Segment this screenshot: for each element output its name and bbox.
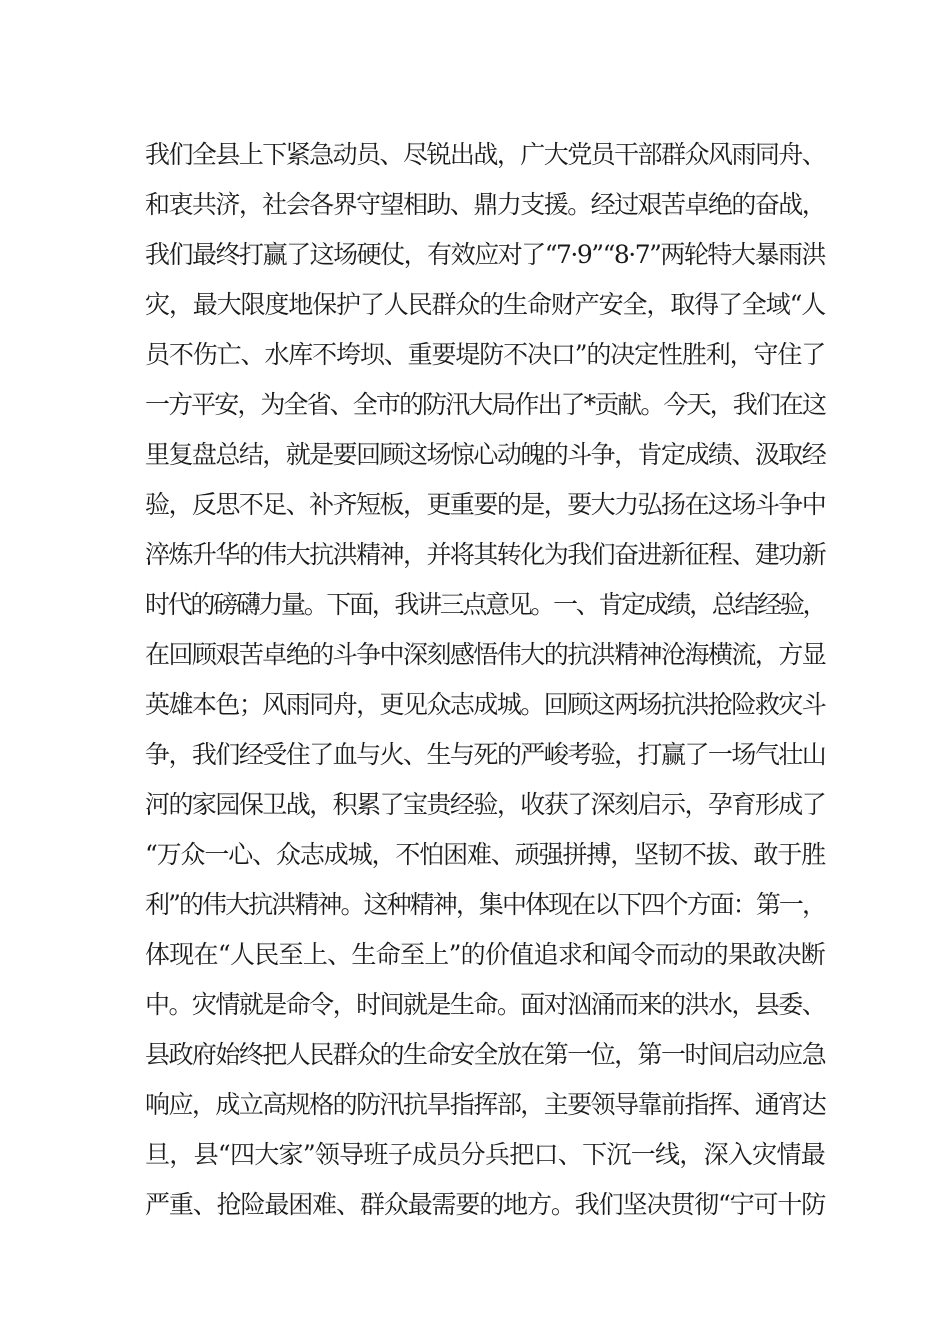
- text-line: 体现在“人民至上、生命至上”的价值追求和闻令而动的果敢决断: [145, 940, 825, 969]
- text-line: 中。灾情就是命令，时间就是生命。面对汹涌而来的洪水，县委、: [145, 990, 825, 1019]
- text-line: 和衷共济，社会各界守望相助、鼎力支援。经过艰苦卓绝的奋战，: [145, 190, 825, 219]
- text-line: 争，我们经受住了血与火、生与死的严峻考验，打赢了一场气壮山: [145, 740, 825, 769]
- text-line: 灾，最大限度地保护了人民群众的生命财产安全，取得了全域“人: [145, 290, 825, 319]
- text-line: 响应，成立高规格的防汛抗旱指挥部，主要领导靠前指挥、通宵达: [145, 1090, 825, 1119]
- text-line: 旦，县“四大家”领导班子成员分兵把口、下沉一线，深入灾情最: [145, 1140, 825, 1169]
- text-line: 严重、抢险最困难、群众最需要的地方。我们坚决贯彻“宁可十防: [145, 1190, 825, 1219]
- text-line: 我们全县上下紧急动员、尽锐出战，广大党员干部群众风雨同舟、: [145, 140, 825, 169]
- text-line: 河的家园保卫战，积累了宝贵经验，收获了深刻启示，孕育形成了: [145, 790, 825, 819]
- text-line: 在回顾艰苦卓绝的斗争中深刻感悟伟大的抗洪精神沧海横流，方显: [145, 640, 825, 669]
- text-line: 时代的磅礴力量。下面，我讲三点意见。一、肯定成绩，总结经验，: [145, 590, 825, 619]
- text-line: 我们最终打赢了这场硬仗，有效应对了“7·9”“8·7”两轮特大暴雨洪: [145, 240, 825, 269]
- text-line: 一方平安，为全省、全市的防汛大局作出了*贡献。今天，我们在这: [145, 390, 825, 419]
- text-line: 英雄本色；风雨同舟，更见众志成城。回顾这两场抗洪抢险救灾斗: [145, 690, 825, 719]
- body-text: [145, 130, 825, 1230]
- text-line: 县政府始终把人民群众的生命安全放在第一位，第一时间启动应急: [145, 1040, 825, 1069]
- text-line: 淬炼升华的伟大抗洪精神，并将其转化为我们奋进新征程、建功新: [145, 540, 825, 569]
- text-line: 验，反思不足、补齐短板，更重要的是，要大力弘扬在这场斗争中: [145, 490, 825, 519]
- text-line: 员不伤亡、水库不垮坝、重要堤防不决口”的决定性胜利，守住了: [145, 340, 825, 369]
- text-line: 里复盘总结，就是要回顾这场惊心动魄的斗争，肯定成绩、汲取经: [145, 440, 825, 469]
- text-line: 利”的伟大抗洪精神。这种精神，集中体现在以下四个方面：第一，: [145, 890, 825, 919]
- text-line: “万众一心、众志成城，不怕困难、顽强拼搏，坚韧不拔、敢于胜: [145, 840, 825, 869]
